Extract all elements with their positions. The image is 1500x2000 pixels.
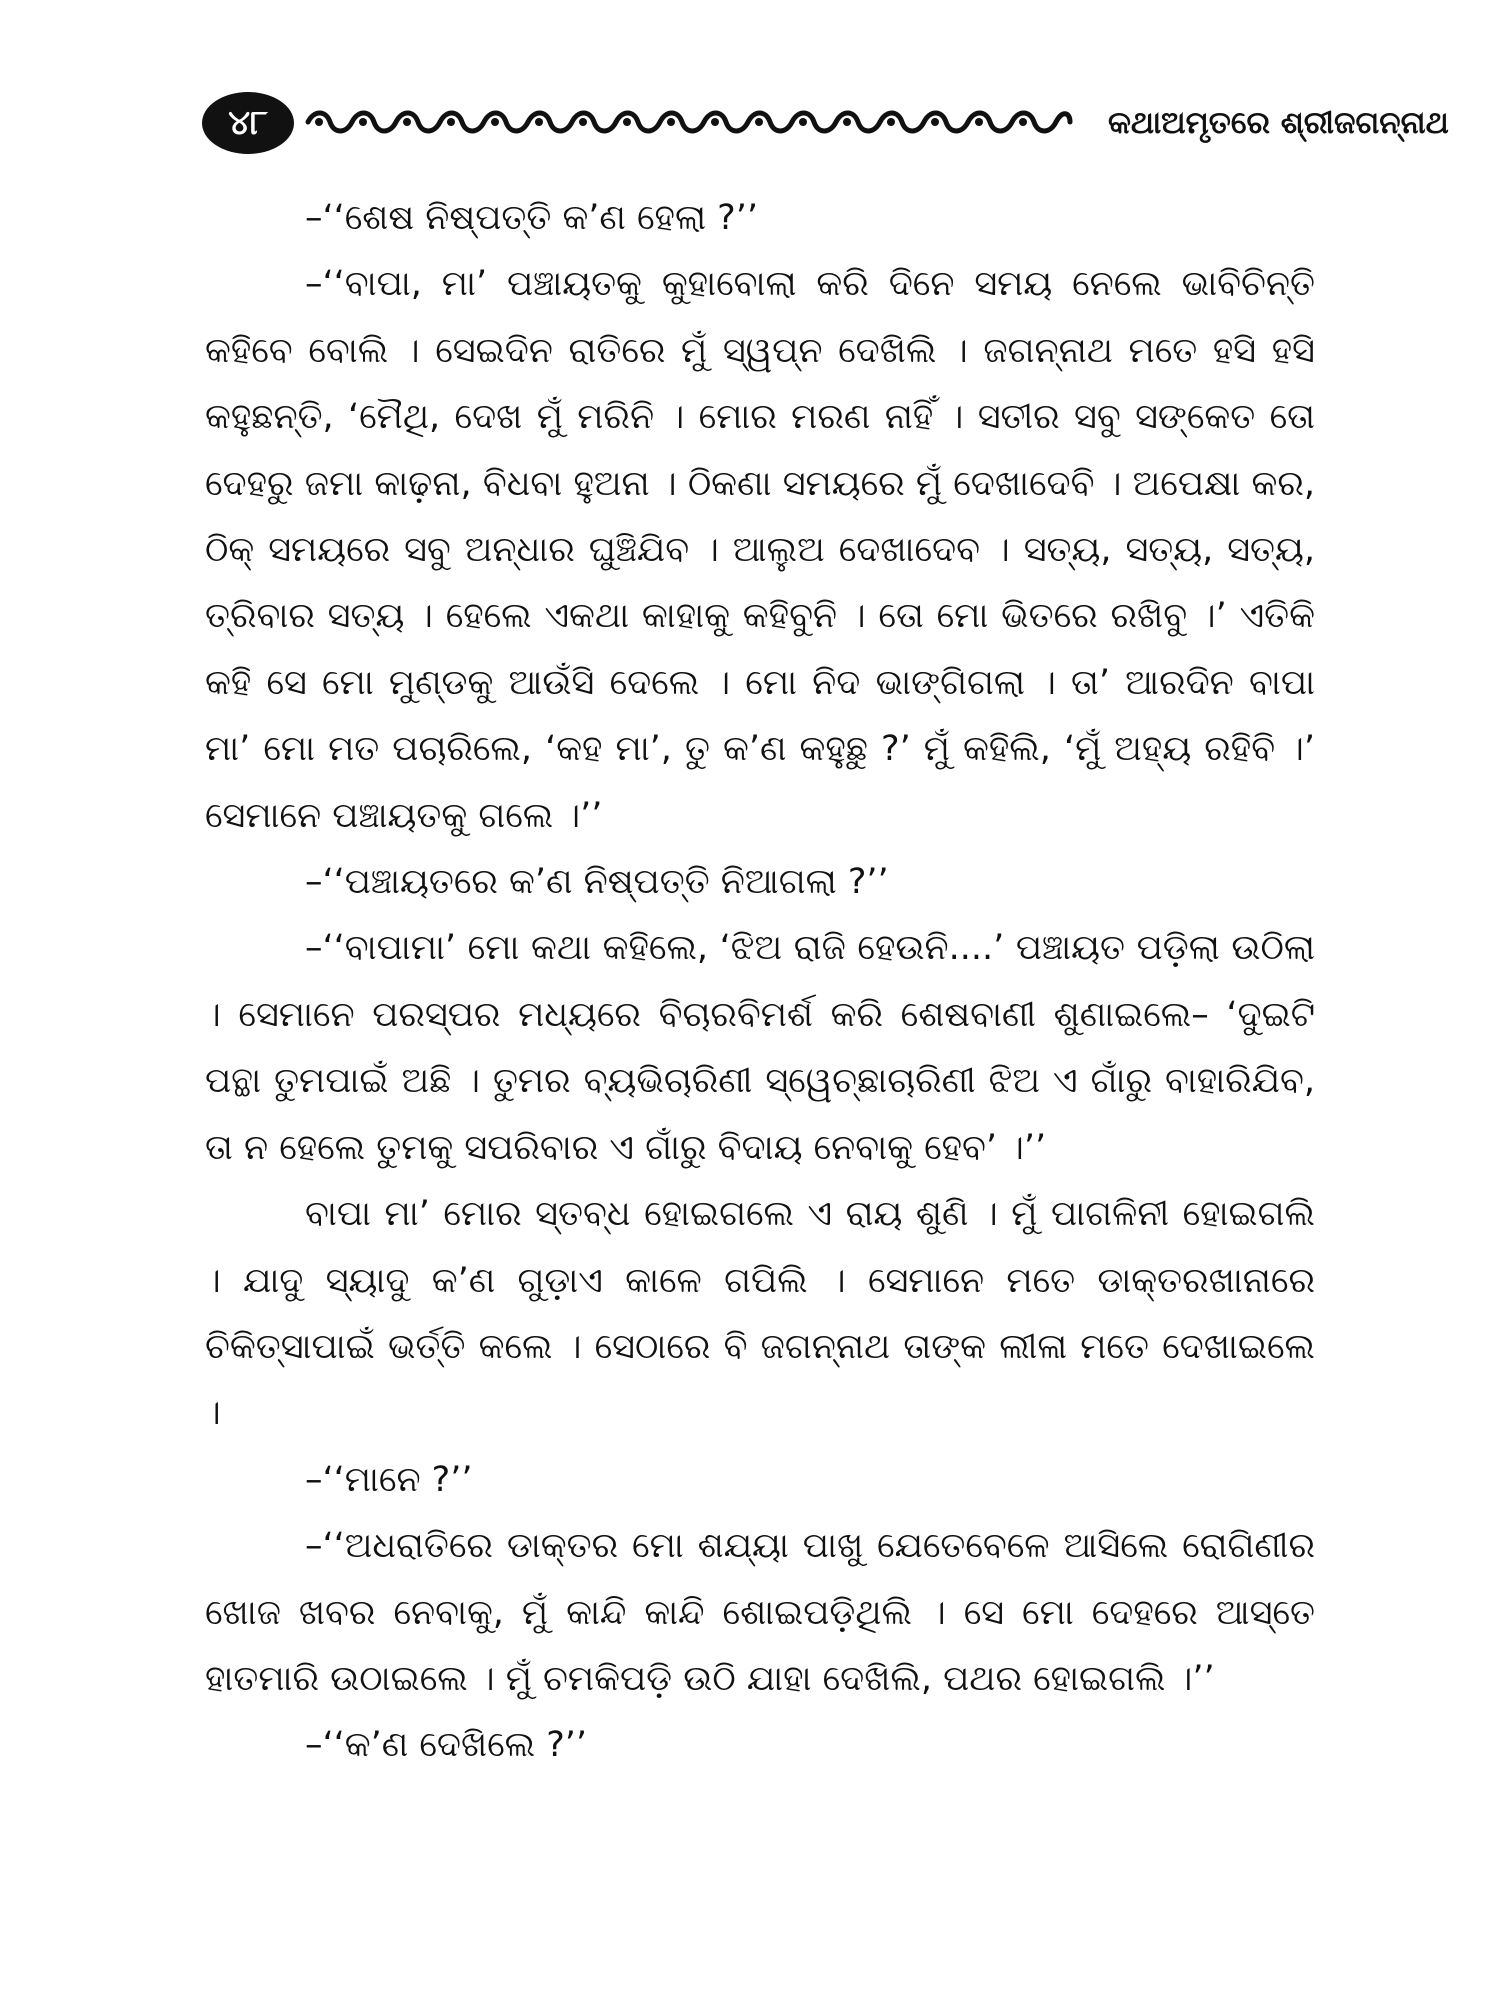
narrative-paragraph: ବାପା ମା’ ମୋର ସ୍ତବ୍ଧ ହୋଇଗଲେ ଏ ରାୟ ଶୁଣି । ମୁଁ ପାଗଳିନୀ ହୋଇଗଲି । ଯାଦୁ ସ୍ୟାଦୁ କ’ଣ ଗୁଡ଼ାଏ କାଳେ ଗପିଲି । ସେମାନେ ମତେ ଡାକ୍ତରଖାନାରେ ଚିକିତ୍ସାପାଇଁ ଭର୍ତ୍ତି କଲେ । ସେଠାରେ ବି ଜଗନ୍ନାଥ ତାଙ୍କ ଲୀଳା ମତେ ଦେଖାଇଲେ ।	[205, 1194, 1315, 1434]
dialogue-paragraph: –‘‘ମାନେ ?’’	[305, 1459, 473, 1500]
dialogue-paragraph: –‘‘ଶେଷ ନିଷ୍ପତ୍ତି କ’ଣ ହେଲା ?’’	[305, 198, 758, 238]
story-text	[205, 185, 1315, 1779]
dialogue-paragraph: –‘‘ପଞ୍ଚାୟତରେ କ’ଣ ନିଷ୍ପତ୍ତି ନିଆଗଲା ?’’	[305, 862, 889, 903]
dialogue-paragraph: –‘‘ବାପାମା’ ମୋ କଥା କହିଲେ, ‘ଝିଅ ରାଜି ହେଉନି....’ ପଞ୍ଚାୟତ ପଡ଼ିଲା ଉଠିଲା । ସେମାନେ ପରସ୍ପର ମଧ୍ୟରେ ବିଚାରବିମର୍ଶ କରି ଶେଷବାଣୀ ଶୁଣାଇଲେ– ‘ଦୁଇଟି ପନ୍ଥା ତୁମପାଇଁ ଅଛି । ତୁମର ବ୍ୟଭିଚାରିଣୀ ସ୍ୱେଚ୍ଛାଚାରିଣୀ ଝିଅ ଏ ଗାଁରୁ ବାହାରିଯିବ, ତା ନ ହେଲେ ତୁମକୁ ସପରିବାର ଏ ଗାଁରୁ ବିଦାୟ ନେବାକୁ ହେବ’ ।’’	[205, 928, 1315, 1168]
running-title: କଥାଅମୃତରେ ଶ୍ରୀଜଗନ୍ନାଥ	[1108, 105, 1449, 141]
dialogue-paragraph: –‘‘ବାପା, ମା’ ପଞ୍ଚାୟତକୁ କୁହାବୋଲା କରି ଦିନେ ସମୟ ନେଲେ ଭାବିଚିନ୍ତି କହିବେ ବୋଲି । ସେଇଦିନ ରାତିରେ ମୁଁ ସ୍ୱପ୍ନ ଦେଖିଲି । ଜଗନ୍ନାଥ ମତେ ହସି ହସି କହୁଛନ୍ତି, ‘ମୈଥି, ଦେଖ ମୁଁ ମରିନି । ମୋର ମରଣ ନାହିଁ । ସତୀର ସବୁ ସଙ୍କେତ ତୋ ଦେହରୁ ଜମା କାଢ଼ନା, ବିଧବା ହୁଅନା । ଠିକଣା ସମୟରେ ମୁଁ ଦେଖାଦେବି । ଅପେକ୍ଷା କର, ଠିକ୍ ସମୟରେ ସବୁ ଅନ୍ଧାର ଘୁଞ୍ଚିଯିବ । ଆଲୁଅ ଦେଖାଦେବ । ସତ୍ୟ, ସତ୍ୟ, ସତ୍ୟ, ତ୍ରିବାର ସତ୍ୟ । ହେଲେ ଏକଥା କାହାକୁ କହିବୁନି । ତୋ ମୋ ଭିତରେ ରଖିବୁ ।’ ଏତିକି କହି ସେ ମୋ ମୁଣ୍ଡକୁ ଆଉଁସି ଦେଲେ । ମୋ ନିଦ ଭାଙ୍ଗିଗଲା । ତା’ ଆରଦିନ ବାପା ମା’ ମୋ ମତ ପଚାରିଲେ, ‘କହ ମା’, ତୁ କ’ଣ କହୁଛୁ ?’ ମୁଁ କହିଲି, ‘ମୁଁ ଅହ୍ୟ ରହିବି ।’ ସେମାନେ ପଞ୍ଚାୟତକୁ ଗଲେ ।’’	[205, 264, 1315, 836]
dialogue-paragraph: –‘‘କ’ଣ ଦେଖିଲେ ?’’	[305, 1725, 588, 1766]
dialogue-paragraph: –‘‘ଅଧରାତିରେ ଡାକ୍ତର ମୋ ଶଯ୍ୟା ପାଖୁ ଯେତେବେଳେ ଆସିଲେ ରୋଗିଣୀର ଖୋଜ ଖବର ନେବାକୁ, ମୁଁ କାନ୍ଦି କାନ୍ଦି ଶୋଇପଡ଼ିଥିଲି । ସେ ମୋ ଦେହରେ ଆସ୍ତେ ହାତମାରି ଉଠାଇଲେ । ମୁଁ ଚମକିପଡ଼ି ଉଠି ଯାହା ଦେଖିଲି, ପଥର ହୋଇଗଲି ।’’	[205, 1526, 1315, 1699]
page-header	[202, 90, 1449, 160]
page-number: ୪୮	[202, 92, 294, 154]
decorative-border-icon	[298, 108, 1076, 136]
